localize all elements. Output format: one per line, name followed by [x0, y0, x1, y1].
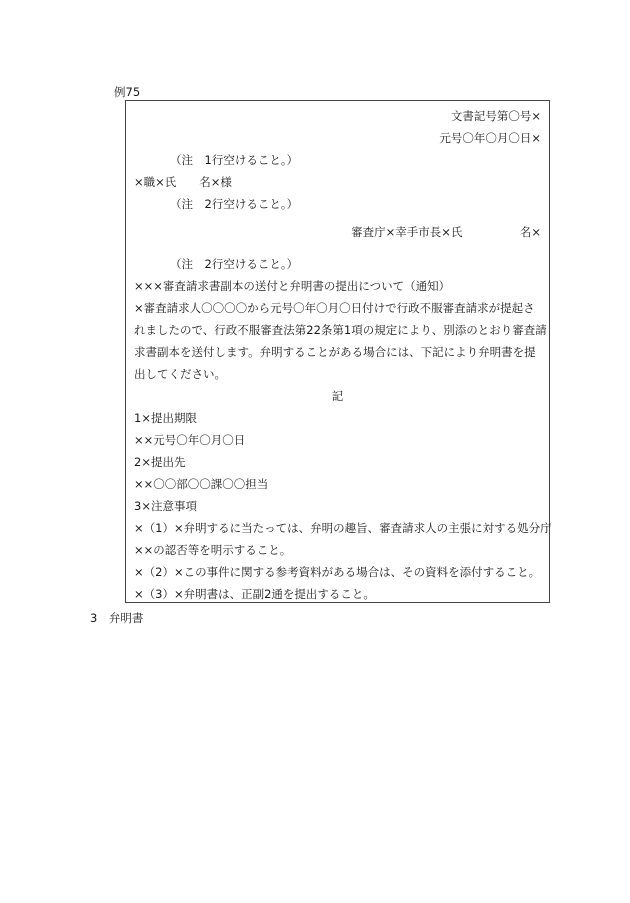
note-item: ×（1）×弁明するに当たっては、弁明の趣旨、審査請求人の主張に対する処分庁	[134, 521, 552, 535]
ki-heading: 記	[331, 389, 344, 403]
note-item: ×（3）×弁明書は、正副2通を提出すること。	[134, 587, 375, 601]
note-item: ××の認否等を明示すること。	[134, 543, 292, 557]
item-3-title: 3×注意事項	[134, 499, 197, 513]
doc-number: 文書記号第〇号×	[450, 109, 541, 123]
document-box	[125, 100, 550, 603]
body-line: 求書副本を送付します。弁明することがある場合には、下記により弁明書を提	[134, 345, 536, 359]
note-blank-1: （注 1行空けること。）	[170, 153, 299, 167]
subject-line: ×××審査請求書副本の送付と弁明書の提出について（通知）	[134, 279, 451, 293]
note-item: ×（2）×この事件に関する参考資料がある場合は、その資料を添付すること。	[134, 565, 541, 579]
sender: 審査庁×幸手市長×氏 名×	[351, 225, 541, 239]
doc-date: 元号〇年〇月〇日×	[439, 131, 541, 145]
item-2-value: ××〇〇部〇〇課〇〇担当	[134, 477, 269, 491]
body-line: れましたので、行政不服審査法第22条第1項の規定により、別添のとおり審査請	[134, 323, 547, 337]
note-blank-2: （注 2行空けること。）	[170, 197, 299, 211]
addressee: ×職×氏 名×様	[134, 175, 232, 189]
item-2-title: 2×提出先	[134, 455, 186, 469]
example-label: 例75	[114, 85, 141, 99]
item-1-title: 1×提出期限	[134, 411, 197, 425]
body-line: ×審査請求人〇〇〇〇から元号〇年〇月〇日付けで行政不服審査請求が提起さ	[134, 301, 535, 315]
item-1-value: ××元号〇年〇月〇日	[134, 433, 246, 447]
section-heading: 3 弁明書	[90, 611, 144, 625]
note-blank-3: （注 2行空けること。）	[170, 257, 299, 271]
body-line: 出してください。	[134, 367, 226, 381]
